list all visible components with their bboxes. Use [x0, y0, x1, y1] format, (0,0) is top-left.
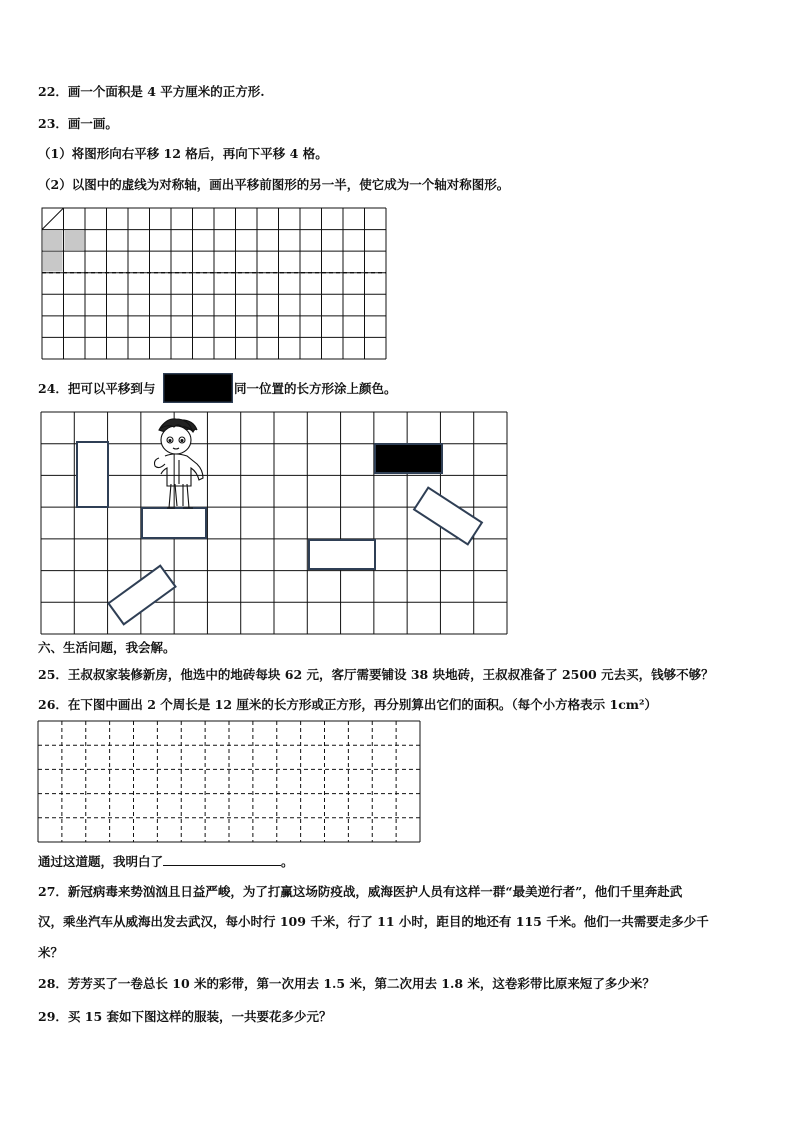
- q24-text: [38, 381, 155, 397]
- section-6-heading: 六、生活问题，我会解。: [38, 640, 176, 655]
- q27-text-line2: 汉，乘坐汽车从威海出发去武汉，每小时行 109 千米，行了 11 小时，距目的地还有 115 千米。他们一共需要走多少千: [38, 914, 709, 929]
- q27-text-line1: 27．新冠病毒来势汹汹且日益严峻，为了打赢这场防疫战，威海医护人员有这样一群“最美逆行者”，他们千里奔赴武: [38, 884, 683, 899]
- q22-text: 22．画一个面积是 4 平方厘米的正方形.: [38, 84, 265, 99]
- rectangle-vertical: [77, 442, 108, 507]
- q24-text-part1: 24．把可以平移到与: [38, 381, 156, 396]
- q29-text: 29．买 15 套如下图这样的服装，一共要花多少元？: [38, 1009, 332, 1024]
- boy-figure-icon: [155, 419, 204, 508]
- translation-grid: [42, 208, 386, 359]
- reference-black-rectangle: [163, 373, 233, 403]
- q25-text: 25．王叔叔家装修新房，他选中的地砖每块 62 元，客厅需要铺设 38 块地砖，王叔叔准备了 2500 元去买，钱够不够？: [38, 667, 714, 682]
- q23-part1-text: （1）将图形向右平移 12 格后，再向下平移 4 格。: [38, 146, 328, 161]
- rectangle-bottom-left: [142, 508, 206, 538]
- q28-text: 28．芳芳买了一卷总长 10 米的彩带，第一次用去 1.5 米，第二次用去 1.8 米，这卷彩带比原来短了多少米？: [38, 976, 655, 991]
- grid-cells: [38, 721, 420, 842]
- q24-text-part2: 同一位置的长方形涂上颜色。: [234, 381, 397, 396]
- q27-text-line3: 米？: [38, 945, 64, 960]
- rectangle-middle: [309, 540, 375, 569]
- q26-conclusion-end: 。: [281, 854, 294, 869]
- answer-blank[interactable]: [163, 853, 281, 866]
- q26-conclusion-text: 通过这道题，我明白了: [38, 854, 164, 869]
- q23-part2-text: （2）以图中的虚线为对称轴，画出平移前图形的另一半，使它成为一个轴对称图形。: [38, 177, 510, 192]
- given-shape-cell-3: [43, 252, 63, 272]
- rectangle-tilted-right: [414, 488, 482, 545]
- given-shape-triangle: [42, 208, 64, 230]
- grid-cells: [42, 208, 386, 359]
- q26-text: 26．在下图中画出 2 个周长是 12 厘米的长方形或正方形，再分别算出它们的面积。（每个小方格表示 1cm²）: [38, 697, 658, 712]
- rectangle-black-target: [375, 444, 442, 473]
- dashed-drawing-grid: [38, 721, 420, 842]
- given-shape-cell-2: [65, 231, 85, 251]
- given-shape-cell-1: [43, 231, 63, 251]
- q23-text: 23．画一画。: [38, 116, 118, 131]
- rectangles-grid: [41, 412, 507, 634]
- rectangle-tilted-left: [108, 566, 175, 625]
- q26-conclusion: [38, 853, 294, 870]
